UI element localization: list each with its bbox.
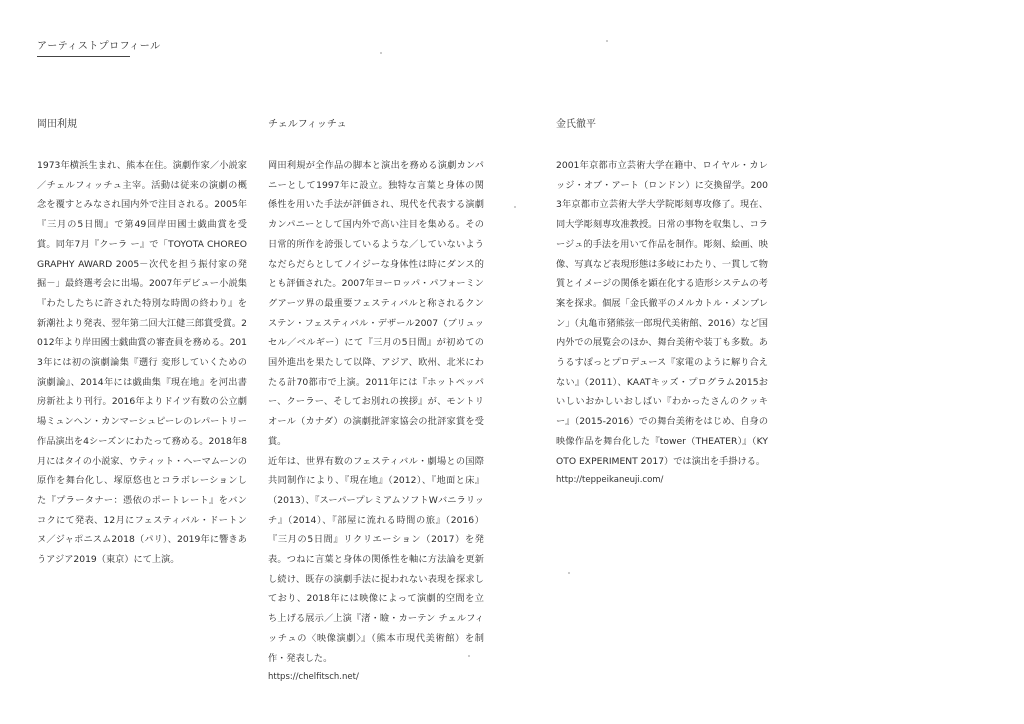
scan-speck <box>514 206 516 208</box>
artist-bio: 岡田利規が全作品の脚本と演出を務める演劇カンパニーとして1997年に設立。独特な言葉と身体の関係性を用いた手法が評価され、現代を代表する演劇カンパニーとして国内外で高い注目を集める。その日常的所作を誇張しているような／していないようなだらだらとしてノイジーな身体性は時にダンス的とも評価された。2007年ヨーロッパ・パフォーミングアーツ界の最重要フェスティバルと称されるクンステン・フェスティバル・デザール2007（ブリュッセル／ベルギー）にて『三月の5日間』が初めての国外進出を果たして以降、アジア、欧州、北米にわたる計70都市で上演。2011年には『ホットペッパー、クーラー、そしてお別れの挨拶』が、モントリオール（カナダ）の演劇批評家協会の批評家賞を受賞。 近年は、世界有数のフェスティバル・劇場との国際共同制作により、『現在地』（2012）、『地面と床』（2013）、『スーパープレミアムソフトWバニラリッチ』（2014）、『部屋に流れる時間の旅』（2016）『三月の5日間』リクリエーション（2017）を発表。つねに言葉と身体の関係性を軸に方法論を更新し続け、既存の演劇手法に捉われない表現を探求しており、2018年には映像によって演劇的空間を立ち上げる展示／上演『渚・瞼・カーテン チェルフィッチュの〈映像演劇〉』（熊本市現代美術館）を制作・発表した。 <box>268 160 484 664</box>
artist-url[interactable]: https://chelfitsch.net/ <box>268 672 359 683</box>
artist-column-okada <box>37 118 247 570</box>
artist-bio: 2001年京都市立芸術大学在籍中、ロイヤル・カレッジ・オブ・アート（ロンドン）に交換留学。2003年京都市立芸術大学大学院彫刻専攻修了。現在、同大学彫刻専攻准教授。日常の事物を収集し、コラージュ的手法を用いて作品を制作。彫刻、絵画、映像、写真など表現形態は多岐にわたり、一貫して物質とイメージの関係を顕在化する造形システムの考案を探求。個展「金氏徹平のメルカトル・メンブレン」（丸亀市猪熊弦一郎現代美術館、2016）など国内外での展覧会のほか、舞台美術や装丁も多数。あうるすぽっとプロデュース『家電のように解り合えない』（2011）、KAATキッズ・プログラム2015おいしいおかしいおしばい『わかったさんのクッキー』（2015-2016）での舞台美術をはじめ、自身の映像作品を舞台化した『tower（THEATER）』（KYOTO EXPERIMENT 2017）では演出を手掛ける。 <box>556 160 768 467</box>
title-underline <box>37 56 130 57</box>
page-title: アーティストプロフィール <box>37 41 161 52</box>
scan-speck <box>468 655 470 657</box>
artist-column-kaneuji <box>556 118 768 490</box>
artist-name: チェルフィッチュ <box>268 119 347 130</box>
artist-name: 岡田利規 <box>37 119 77 130</box>
scan-speck <box>568 572 570 574</box>
scan-speck <box>380 52 382 54</box>
scan-speck <box>606 40 608 42</box>
artist-bio: 1973年横浜生まれ、熊本在住。演劇作家／小説家／チェルフィッチュ主宰。活動は従来の演劇の概念を覆すとみなされ国内外で注目される。2005年『三月の5日間』で第49回岸田國士戯曲賞を受賞。同年7月『クーラ ー』で「TOYOTA CHOREOGRAPHY AWARD 2005－次代を担う振付家の発掘－」最終選考会に出場。2007年デビュー小説集『わたしたちに許された特別な時間の終わり』を新潮社より発表、翌年第二回大江健三郎賞受賞。2012年より岸田國士戯曲賞の審査員を務める。2013年には初の演劇論集『遡行 変形していくための演劇論』、2014年には戯曲集『現在地』を河出書房新社より刊行。2016年よりドイツ有数の公立劇場ミュンヘン・カンマーシュピーレのレパートリー作品演出を4シーズンにわたって務める。2018年8月にはタイの小説家、ウティット・ヘーマムーンの原作を舞台化し、塚原悠也とコラボレーションした『プラータナー：憑依のポートレート』をバンコクにて発表、12月にフェスティバル・ドートンヌ／ジャポニスム2018（パリ）、2019年に響きあうアジア2019（東京）にて上演。 <box>37 160 247 566</box>
artist-column-chelfitsch <box>268 118 484 687</box>
artist-name: 金氏徹平 <box>556 119 596 130</box>
artist-url[interactable]: http://teppeikaneuji.com/ <box>556 475 664 486</box>
